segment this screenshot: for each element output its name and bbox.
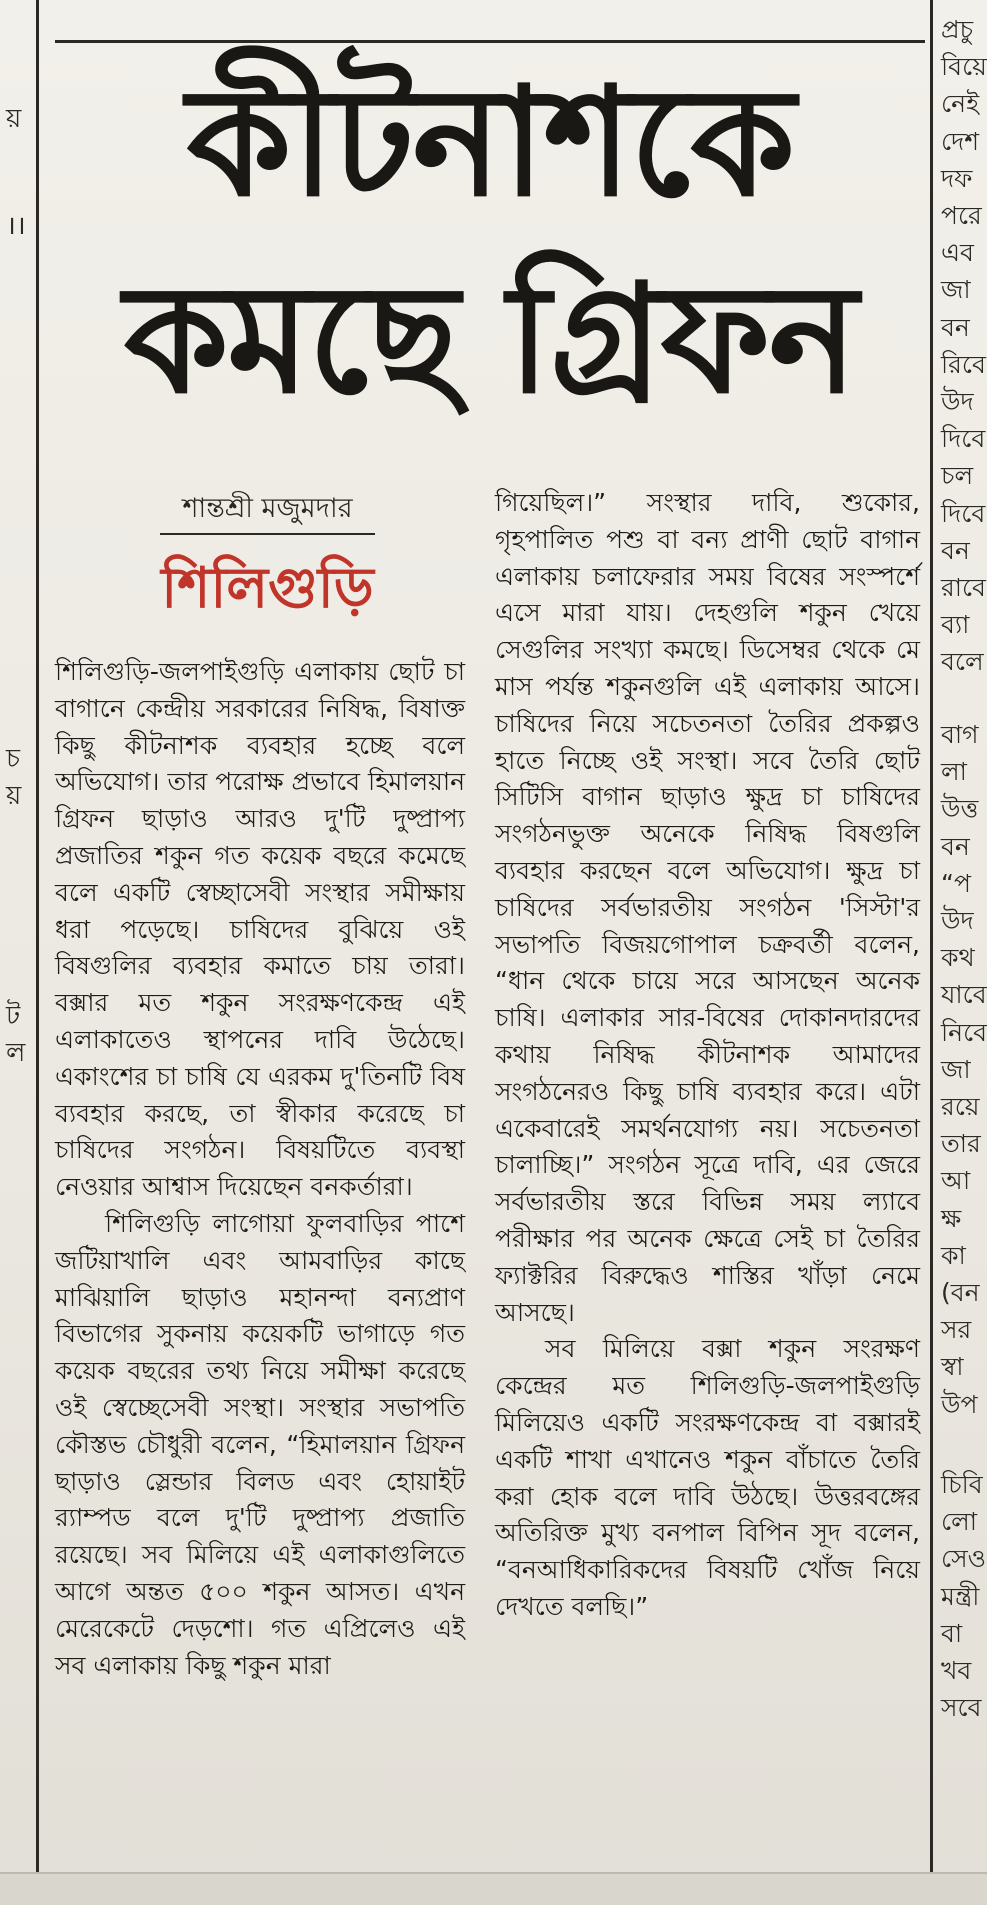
right-fragment: দেশ <box>941 126 980 156</box>
headline-line-2: কমছে গ্রিফন <box>123 253 857 427</box>
right-fragment: বা <box>941 1618 963 1648</box>
paragraph: সব মিলিয়ে বক্সা শকুন সংরক্ষণ কেন্দ্রের মত শিলিগুড়ি-জলপাইগুড়ি মিলিয়েও একটি সংরক্ষণকেন্দ্র বা বক্সারই একটি শাখা এখানেও শকুন বাঁচাতে তৈরি করা হোক বলে দাবি উঠছে। উত্তরবঙ্গের অতিরিক্ত মুখ্য বনপাল বিপিন সূদ বলেন, “বনআধিকারিকদের বিষয়টি খোঁজ নিয়ে দেখতে বলছি।” <box>495 1334 920 1621</box>
right-fragment: মন্ত্রী <box>941 1581 980 1611</box>
right-fragment: আ <box>941 1166 971 1196</box>
byline: শান্তশ্রী মজুমদার <box>182 493 353 524</box>
right-fragment: খব <box>941 1656 972 1685</box>
right-fragment: জা <box>941 1054 971 1084</box>
byline-rule <box>160 533 375 535</box>
right-fragment: “প <box>941 868 971 898</box>
right-fragment: সর <box>941 1315 972 1345</box>
right-fragment: বলে <box>941 647 984 677</box>
right-fragment: প্রচু <box>941 15 974 44</box>
right-fragment: দিবে <box>941 424 986 454</box>
right-fragment: রাবে <box>941 573 986 602</box>
adjacent-column-left <box>0 0 39 1905</box>
right-fragment: বাগ <box>941 720 979 749</box>
paragraph: শিলিগুড়ি লাগোয়া ফুলবাড়ির পাশে জটিয়াখালি এবং আমবাড়ির কাছে মাঝিয়ালি ছাড়াও মহানন্দা বন্যপ্রাণ বিভাগের সুকনায় কয়েকটি ভাগাড়ে গত কয়েক বছরের তথ্য নিয়ে সমীক্ষা করেছে ওই স্বেচ্ছেসেবী সংস্থা। সংস্থার সভাপতি কৌস্তভ চৌধুরী বলেন, “হিমালয়ান গ্রিফন ছাড়াও স্লেন্ডার বিলড এবং হোয়াইট র‍্যাম্পড বলে দু'টি দুষ্প্রাপ্য প্রজাতি রয়েছে। সব মিলিয়ে এই এলাকাগুলিতে আগে অন্তত ৫০০ শকুন আসত। এখন মেরেকেটে দেড়শো। গত এপ্রিলেও এই সব এলাকায় কিছু শকুন মারা <box>55 1208 465 1680</box>
right-fragment: চিবি <box>941 1470 983 1499</box>
left-fragment: ।। <box>6 211 26 241</box>
article-column-right <box>495 485 920 1626</box>
right-fragment: দিবে <box>941 498 986 528</box>
right-fragment: বন <box>941 535 970 565</box>
right-fragment: দফ <box>941 163 973 193</box>
right-fragment: উপ <box>941 1389 978 1419</box>
left-fragment: ট <box>6 1001 21 1031</box>
article-column-left <box>55 654 465 1684</box>
right-fragment: ব্যা <box>941 610 970 640</box>
right-fragment: লা <box>941 757 967 787</box>
right-fragment: যাবে <box>941 980 987 1010</box>
right-fragment: (বন <box>941 1278 980 1307</box>
right-fragment: জা <box>941 275 971 305</box>
right-fragment: সবে <box>941 1693 982 1723</box>
right-fragment: কথ <box>941 943 975 973</box>
right-fragment: কা <box>941 1240 966 1270</box>
page-bottom-edge <box>0 1872 987 1905</box>
right-fragment: চল <box>941 461 974 491</box>
left-fragment: চ <box>6 744 21 774</box>
top-rule <box>55 40 925 43</box>
right-fragment: রিবে <box>941 349 986 379</box>
right-fragment: তার <box>941 1129 981 1159</box>
right-fragment: উদ <box>941 906 974 935</box>
right-fragment: উদ <box>941 387 974 416</box>
right-fragment: স্বা <box>941 1352 964 1382</box>
right-fragment: সেও <box>941 1544 987 1574</box>
left-fragment: য় <box>6 104 22 134</box>
paragraph: শিলিগুড়ি-জলপাইগুড়ি এলাকায় ছোট চা বাগানে কেন্দ্রীয় সরকারের নিষিদ্ধ, বিষাক্ত কিছু কীটনাশক ব্যবহার হচ্ছে বলে অভিযোগ। তার পরোক্ষ প্রভাবে হিমালয়ান গ্রিফন ছাড়াও আরও দু'টি দুষ্প্রাপ্য প্রজাতির শকুন গত কয়েক বছরে কমেছে বলে একটি স্বেচ্ছাসেবী সংস্থার সমীক্ষায় ধরা পড়েছে। চাষিদের বুঝিয়ে ওই বিষগুলির ব্যবহার কমাতে চায় তারা। বক্সার মত শকুন সংরক্ষণকেন্দ্র এই এলাকাতেও স্থাপনের দাবি উঠেছে। একাংশের চা চাষি যে এরকম দু'তিনটি বিষ ব্যবহার করছে, তা স্বীকার করেছে চা চাষিদের সংগঠন। বিষয়টিতে ব্যবস্থা নেওয়ার আশ্বাস দিয়েছেন বনকর্তারা। <box>55 657 465 1202</box>
right-fragment: পরে <box>941 201 982 230</box>
right-fragment: বন <box>941 312 970 342</box>
adjacent-column-right <box>930 0 987 1905</box>
right-fragment: এব <box>941 238 974 268</box>
right-fragment: বন <box>941 831 970 861</box>
right-fragment: লো <box>941 1507 978 1537</box>
right-fragment: ক্ষ <box>941 1203 962 1233</box>
left-fragment: য় <box>6 781 22 811</box>
headline-line-1: কীটনাশকে <box>186 56 794 230</box>
right-fragment: বিয়ে <box>941 52 987 82</box>
right-fragment: উত্ত <box>941 794 979 824</box>
dateline: শিলিগুড়ি <box>161 556 374 621</box>
paragraph: গিয়েছিল।” সংস্থার দাবি, শুকোর, গৃহপালিত পশু বা বন্য প্রাণী ছোট বাগান এলাকায় চলাফেরার সময় বিষের সংস্পর্শে এসে মারা যায়। দেহগুলি শকুন খেয়ে সেগুলির সংখ্যা কমছে। ডিসেম্বর থেকে মে মাস পর্যন্ত শকুনগুলি এই এলাকায় আসে। চাষিদের নিয়ে সচেতনতা তৈরির প্রকল্পও হাতে নিচ্ছে ওই সংস্থা। সবে তৈরি ছোট সিটিসি বাগান ছাড়াও ক্ষুদ্র চা চাষিদের সংগঠনভুক্ত অনেকে নিষিদ্ধ বিষগুলি ব্যবহার করছেন বলে অভিযোগ। ক্ষুদ্র চা চাষিদের সর্বভারতীয় সংগঠন 'সিস্টা'র সভাপতি বিজয়গোপাল চক্রবর্তী বলেন, “ধান থেকে চায়ে সরে আসছেন অনেক চাষি। এলাকার সার-বিষের দোকানদারদের কথায় নিষিদ্ধ কীটনাশক আমাদের সংগঠনেরও কিছু চাষি ব্যবহার করে। এটা একেবারেই সমর্থনযোগ্য নয়। সচেতনতা চালাচ্ছি।” সংগঠন সূত্রে দাবি, এর জেরে সর্বভারতীয় স্তরে বিভিন্ন সময় ল্যাবে পরীক্ষার পর অনেক ক্ষেত্রে সেই চা তৈরির ফ্যাক্টরির বিরুদ্ধেও শাস্তির খাঁড়া নেমে আসছে। <box>495 488 920 1327</box>
right-fragment: নিবে <box>941 1017 987 1047</box>
left-fragment: ল <box>6 1038 26 1068</box>
right-fragment: নেই <box>941 89 980 119</box>
right-fragment: রয়ে <box>941 1092 980 1121</box>
